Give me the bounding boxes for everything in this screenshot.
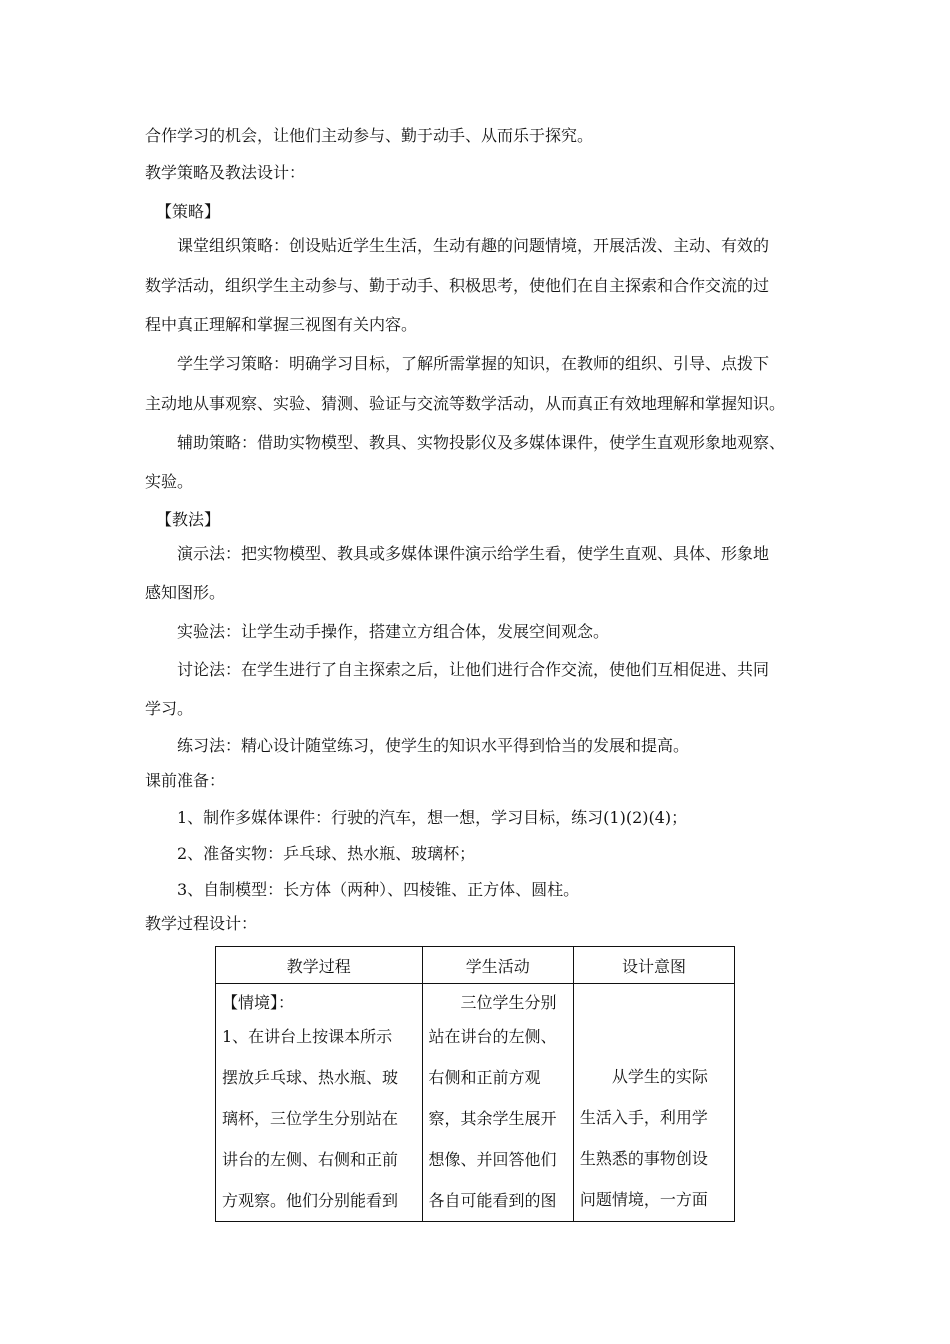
paragraph-text: 课堂组织策略：创设贴近学生生活，生动有趣的问题情境，开展活泼、主动、有效的 [177,236,770,255]
paragraph-text: 数学活动，组织学生主动参与、勤于动手、积极思考，使他们在自主探索和合作交流的过 [145,276,770,295]
table-header-cell: 教学过程 [216,947,423,984]
section-heading: 教学过程设计： [145,914,258,933]
paragraph-text: 程中真正理解和掌握三视图有关内容。 [145,315,418,334]
paragraph-text: 实验法：让学生动手操作，搭建立方组合体，发展空间观念。 [177,622,610,641]
paragraph-text: 合作学习的机会，让他们主动参与、勤于动手、从而乐于探究。 [145,126,594,145]
cell-line: 1、在讲台上按课本所示 [222,1027,393,1046]
cell-line: 璃杯，三位学生分别站在 [222,1109,399,1128]
process-cell [216,984,423,1222]
paragraph-text: 感知图形。 [145,583,226,602]
cell-line: 生熟悉的事物创设 [579,1149,708,1168]
cell-line: 讲台的左侧、右侧和正前 [222,1150,399,1169]
paragraph-text: 学习。 [145,699,194,718]
list-item: 2、准备实物：乒乓球、热水瓶、玻璃杯； [177,844,476,863]
paragraph-text: 练习法：精心设计随堂练习，使学生的知识水平得到恰当的发展和提高。 [177,736,690,755]
cell-line: 生活入手，利用学 [579,1108,708,1127]
cell-line: 各自可能看到的图 [428,1191,557,1210]
table-row [216,984,735,1222]
table-header-cell: 学生活动 [422,947,573,984]
paragraph-text: 讨论法：在学生进行了自主探索之后，让他们进行合作交流，使他们互相促进、共同 [177,660,770,679]
table-header-cell: 设计意图 [573,947,734,984]
teaching-process-table [215,946,735,1222]
intent-cell [573,984,734,1222]
paragraph-text: 主动地从事观察、实验、猜测、验证与交流等数学活动，从而真正有效地理解和掌握知识。 [145,394,786,413]
paragraph-text: 实验。 [145,472,194,491]
section-heading: 教学策略及教法设计： [145,163,306,182]
cell-line: 从学生的实际 [611,1067,708,1086]
paragraph-text: 演示法：把实物模型、教具或多媒体课件演示给学生看，使学生直观、具体、形象地 [177,544,770,563]
cell-line: 想像、并回答他们 [428,1150,557,1169]
list-item: 1、制作多媒体课件：行驶的汽车，想一想，学习目标，练习(1)(2)(4)； [177,808,688,827]
cell-line: 方观察。他们分别能看到 [222,1191,399,1210]
paragraph-text: 辅助策略：借助实物模型、教具、实物投影仪及多媒体课件，使学生直观形象地观察、 [177,433,786,452]
cell-line: 摆放乒乓球、热水瓶、玻 [222,1068,399,1087]
table-header-row [216,947,735,984]
cell-line: 右侧和正前方观 [428,1068,541,1087]
subsection-heading-strategy: 【策略】 [156,202,221,221]
activity-cell [422,984,573,1222]
cell-line: 三位学生分别 [460,993,557,1012]
subsection-heading-method: 【教法】 [156,510,221,529]
cell-line: 问题情境，一方面 [579,1190,708,1209]
cell-line: 【情境】： [222,993,295,1012]
section-heading: 课前准备： [145,771,226,790]
cell-line: 察，其余学生展开 [428,1109,557,1128]
cell-line: 站在讲台的左侧、 [428,1027,557,1046]
list-item: 3、自制模型：长方体（两种）、四棱锥、正方体、圆柱。 [177,880,580,899]
paragraph-text: 学生学习策略：明确学习目标，了解所需掌握的知识，在教师的组织、引导、点拨下 [177,354,770,373]
